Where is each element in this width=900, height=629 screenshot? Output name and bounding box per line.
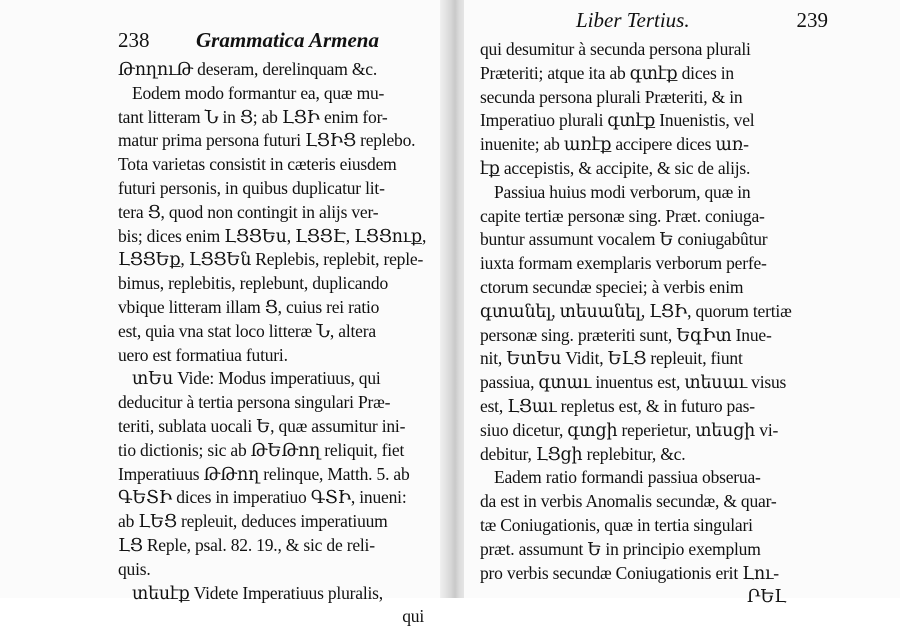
text-line: teriti, sublata uocali Ե, quæ assumitur ini-: [118, 415, 406, 436]
text-line: bimus, replebitis, replebunt, duplicando: [118, 273, 389, 294]
text-line: nit, ԵտԵս Vidit, ԵԼՑ repleuit, fiunt: [480, 348, 743, 369]
catchword: qui: [402, 606, 424, 627]
text-line: ԼՑ Reple, psal. 82. 19., & sic de reli-: [118, 534, 375, 555]
left-page-number: 238: [118, 28, 150, 52]
text-line: ԼՑՑԵք, ԼՑՑԵն Replebis, replebit, reple-: [118, 249, 424, 270]
text-line: ab ԼԵՑ repleuit, deduces imperatiuum: [118, 511, 388, 532]
right-page: [464, 0, 900, 607]
text-line: qui desumitur à secunda persona plurali: [480, 39, 751, 59]
text-line: est, ԼՑաւ repletus est, & in futuro pas-: [480, 395, 755, 416]
text-line: vbique litteram illam Ց, cuius rei ratio: [118, 296, 380, 317]
left-running-head: Grammatica Armena: [196, 28, 379, 52]
text-line: debitur, ԼՑցի replebitur, &c.: [480, 443, 686, 464]
text-line: capite tertiæ personæ sing. Præt. coniuga-: [480, 205, 765, 226]
text-line: tio dictionis; sic ab ԹԵԹող reliquit, fiet: [118, 439, 405, 460]
text-line: տեսէք Videte Imperatiuus pluralis,: [132, 582, 383, 603]
text-line: Imperatiuus ԹԹող relinque, Matth. 5. ab: [118, 463, 410, 484]
right-page-number: 239: [796, 8, 828, 32]
right-running-head: Liber Tertius.: [576, 8, 690, 32]
text-line: Tota varietas consistit in cæteris eiusdem: [118, 154, 397, 175]
text-line: ԹողուԹ deseram, derelinquam &c.: [118, 59, 377, 79]
text-line: futuri personis, in quibus duplicatur lit-: [118, 177, 385, 198]
text-line: էք accepistis, & accipite, & sic de alijs.: [480, 157, 751, 178]
text-line: secunda persona plurali Præteriti, & in: [480, 86, 743, 107]
left-page: [0, 0, 446, 627]
text-line: pro verbis secundæ Coniugationis erit Լու-: [480, 562, 779, 583]
text-line: Præteriti; atque ita ab գտէք dices in: [480, 62, 734, 83]
text-line: տԵս Vide: Modus imperatiuus, qui: [132, 368, 381, 389]
left-page-header: [118, 28, 430, 54]
text-line: Passiua huius modi verborum, quæ in: [494, 181, 751, 202]
text-line: siuo dicetur, գտցի reperietur, տեսցի vi-: [480, 419, 779, 440]
text-line: inuenite; ab առէք accipere dices առ-: [480, 134, 749, 155]
text-line: matur prima persona futuri ԼՑԻՑ replebo.: [118, 130, 416, 151]
text-line: da est in verbis Anomalis secundæ, & quar-: [480, 491, 777, 512]
text-line: passiua, գտաւ inuentus est, տեսաւ visus: [480, 372, 787, 393]
text-line: գտանել, տեսանել, ԼՑԻ, quorum tertiæ: [480, 300, 792, 321]
text-line: buntur assumunt vocalem Ե coniugabûtur: [480, 229, 768, 250]
text-line: tera Ց, quod non contingit in alijs ver-: [118, 201, 379, 222]
text-line: iuxta formam exemplaris verborum perfe-: [480, 253, 767, 274]
text-line: bis; dices enim ԼՑՑԵս, ԼՑՑԷ, ԼՑՑուք,: [118, 225, 427, 246]
text-line: deducitur à tertia persona singulari Præ-: [118, 392, 391, 413]
right-page-header: [480, 8, 828, 36]
text-line: personæ sing. præteriti sunt, ԵգԻտ Inue-: [480, 324, 772, 345]
text-line: Eadem ratio formandi passiua obserua-: [494, 467, 761, 488]
text-line: quis.: [118, 558, 151, 579]
text-line: ctorum secundæ speciei; à verbis enim: [480, 276, 744, 297]
text-line: Eodem modo formantur ea, quæ mu-: [132, 82, 385, 103]
text-line: ԳԵՏԻ dices in imperatiuo ԳՏԻ, inueni:: [118, 487, 407, 508]
text-line: tæ Coniugationis, quæ in tertia singulari: [480, 514, 753, 535]
text-line: tant litteram Ն in Ց; ab ԼՑԻ enim for-: [118, 106, 388, 127]
text-line: præt. assumunt Ե in principio exemplum: [480, 538, 761, 559]
text-line: est, quia vna stat loco litteræ Ն, altera: [118, 320, 376, 341]
catchword: ՐԵԼ: [747, 586, 786, 607]
text-line: Imperatiuo plurali գտէք Inuenistis, vel: [480, 110, 755, 131]
text-line: uero est formatiua futuri.: [118, 344, 288, 365]
